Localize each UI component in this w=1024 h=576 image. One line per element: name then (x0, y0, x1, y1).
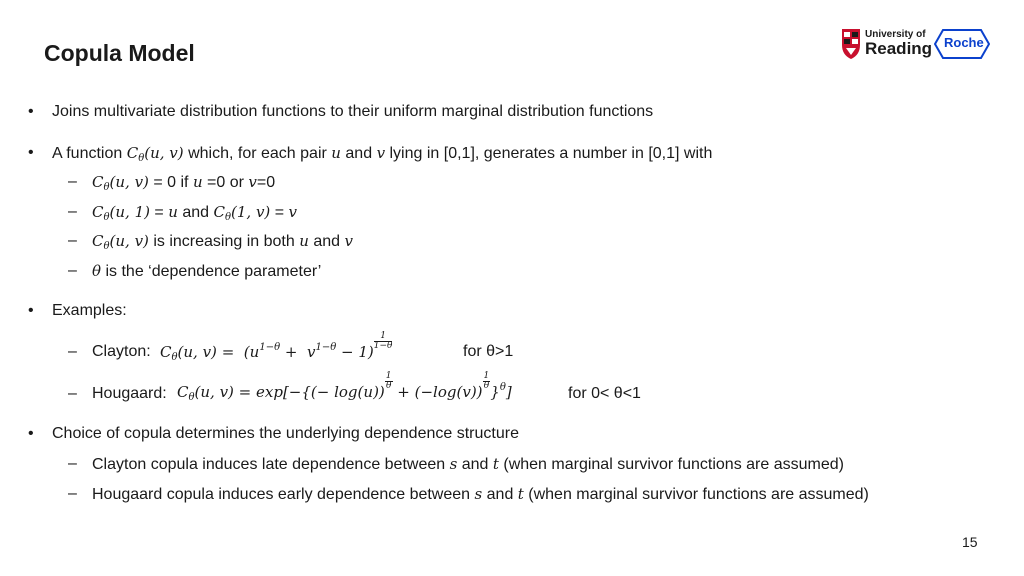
math-v: v (376, 144, 386, 162)
university-line1: University of (865, 29, 926, 40)
math-u: u (299, 232, 309, 250)
text: = (270, 204, 289, 221)
dash: – (68, 455, 77, 472)
hougaard-formula: $C_\theta(u$, v) = exp[−{(− log(u)) $\frac{1}{\theta}$ + (−log(v)) $\frac{1}{\theta}$ }$^\theta$] (177, 371, 512, 403)
text: and (345, 145, 373, 162)
text: and (177, 204, 214, 221)
text: =0 or (202, 174, 249, 191)
bullet-choice-of-copula: Choice of copula determines the underlying dependence structure (52, 425, 519, 442)
math-v: v (288, 203, 297, 221)
bullet-dot: • (28, 144, 34, 161)
sub-boundary-zero (92, 173, 275, 193)
clayton-condition: for θ>1 (463, 343, 514, 360)
math-v: v (248, 173, 257, 191)
sub-increasing (92, 232, 353, 252)
hougaard-label: Hougaard: (92, 385, 167, 402)
text: is increasing in both (148, 233, 300, 250)
math-s: s (474, 485, 483, 503)
text: and (457, 456, 493, 473)
text: which, for each pair (188, 145, 327, 162)
dash: – (68, 173, 77, 190)
text: = (149, 204, 169, 221)
text: Hougaard copula induces early dependence between (92, 486, 475, 503)
logos (840, 26, 990, 62)
bullet-dot: • (28, 302, 34, 319)
text: =0 (256, 174, 276, 191)
sub-boundary-one (92, 203, 297, 223)
text: Clayton copula induces late dependence between (92, 456, 450, 473)
math-c-theta-uv: $C_\theta(u$, v) (92, 173, 149, 193)
math-u: u (331, 144, 341, 162)
sub-dependence-parameter (92, 262, 321, 281)
hougaard-condition: for 0< θ<1 (568, 385, 641, 402)
text: A function (52, 145, 123, 162)
dash: – (68, 203, 77, 220)
math-u: u (168, 203, 178, 221)
clayton-formula: $C_\theta(u$, $v) = (u^{1-\theta} + v^{1-\theta} - 1)$ $\frac{1}{1-\theta}$ (160, 331, 393, 363)
text: (when marginal survivor functions are assumed) (498, 456, 844, 473)
page-number: 15 (962, 534, 978, 550)
text: and (308, 233, 345, 250)
math-c-theta-uv: $C_\theta(u$, v) (126, 144, 184, 164)
math-theta: θ (92, 262, 102, 280)
bullet-examples: Examples: (52, 302, 127, 319)
math-c-theta-uv: $C_\theta(u$, v) (92, 232, 149, 252)
sub-clayton-late (92, 455, 844, 474)
math-u: u (192, 173, 203, 191)
sub-hougaard-early (92, 485, 869, 504)
text: is the ‘dependence parameter’ (101, 263, 322, 280)
math-s: s (449, 455, 458, 473)
slide-title: Copula Model (44, 40, 195, 66)
text: and (482, 486, 518, 503)
text: = 0 if (148, 174, 193, 191)
bullet-a-function (52, 144, 712, 164)
dash: – (68, 343, 77, 360)
math-t: t (517, 485, 524, 503)
university-line2: Reading (865, 39, 933, 58)
math-v: v (344, 232, 353, 250)
math-t: t (492, 455, 499, 473)
dash: – (68, 232, 77, 249)
text: lying in [0,1], generates a number in [0,1] with (389, 145, 713, 162)
clayton-label: Clayton: (92, 343, 151, 360)
bullet-dot: • (28, 425, 34, 442)
math-c-theta-1v: $C_\theta(1$, v) (213, 203, 271, 223)
dash: – (68, 262, 77, 279)
roche-logo-text: Roche (944, 35, 984, 50)
dash: – (68, 485, 77, 502)
math-c-theta-u1: $C_\theta(u$, 1) (92, 203, 150, 223)
text: (when marginal survivor functions are assumed) (523, 486, 869, 503)
dash: – (68, 385, 77, 402)
bullet-dot: • (28, 103, 34, 120)
bullet-joins: Joins multivariate distribution functions to their uniform marginal distribution functions (52, 103, 654, 120)
